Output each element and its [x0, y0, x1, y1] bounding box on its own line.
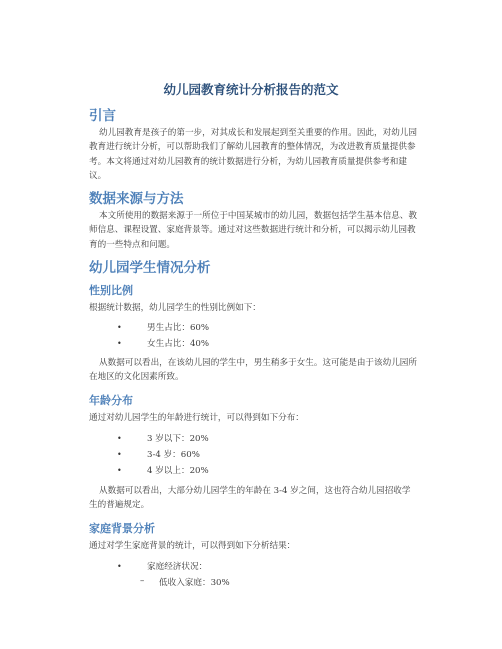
- intro-paragraph: 幼儿园教育是孩子的第一步，对其成长和发展起到至关重要的作用。因此，对幼儿园教育进行统计分析，可以帮助我们了解幼儿园教育的整体情况，为改进教育质量提供参考。本文将通过对幼儿园教育的统计数据进行分析，为幼儿园教育质量提供参考和建议。: [89, 128, 417, 182]
- heading-intro: 引言: [89, 108, 116, 124]
- bullet-icon: •: [117, 562, 122, 571]
- gender-conclusion: 从数据可以看出，在该幼儿园的学生中，男生稍多于女生。这可能是由于该幼儿园所在地区的文化因素所致。: [89, 358, 417, 383]
- heading-student-analysis: 幼儿园学生情况分析: [89, 260, 211, 276]
- gender-intro: 根据统计数据，幼儿园学生的性别比例如下：: [89, 303, 261, 313]
- age-item-under-3: 3 岁以下：20%: [147, 434, 209, 444]
- bullet-icon: •: [117, 466, 122, 475]
- heading-gender-ratio: 性别比例: [89, 284, 133, 297]
- heading-data-source: 数据来源与方法: [89, 191, 184, 207]
- age-item-3-4: 3-4 岁：60%: [147, 450, 200, 460]
- heading-family-background: 家庭背景分析: [89, 522, 155, 535]
- family-subitem-low-income: 低收入家庭：30%: [159, 578, 230, 588]
- bullet-icon: •: [117, 323, 122, 332]
- bullet-icon: •: [117, 434, 122, 443]
- document-title: 幼儿园教育统计分析报告的范文: [163, 82, 339, 97]
- bullet-icon: •: [117, 450, 122, 459]
- age-intro: 通过对幼儿园学生的年龄进行统计，可以得到如下分布：: [89, 413, 304, 423]
- family-item-economy: 家庭经济状况：: [147, 562, 208, 572]
- data-source-paragraph: 本文所使用的数据来源于一所位于中国某城市的幼儿园，数据包括学生基本信息、教师信息、课程设置、家庭背景等。通过对这些数据进行统计和分析，可以揭示幼儿园教育的一些特点和问题。: [89, 211, 417, 250]
- gender-item-female: 女生占比：40%: [147, 339, 210, 349]
- family-intro: 通过对学生家庭背景的统计，可以得到如下分析结果：: [89, 541, 296, 551]
- age-conclusion: 从数据可以看出，大部分幼儿园学生的年龄在 3-4 岁之间，这也符合幼儿园招收学生的普遍规定。: [89, 486, 411, 511]
- dash-icon: –: [140, 576, 145, 586]
- gender-item-male: 男生占比：60%: [147, 323, 210, 333]
- age-item-over-4: 4 岁以上：20%: [147, 466, 209, 476]
- heading-age-distribution: 年龄分布: [89, 394, 133, 407]
- bullet-icon: •: [117, 339, 122, 348]
